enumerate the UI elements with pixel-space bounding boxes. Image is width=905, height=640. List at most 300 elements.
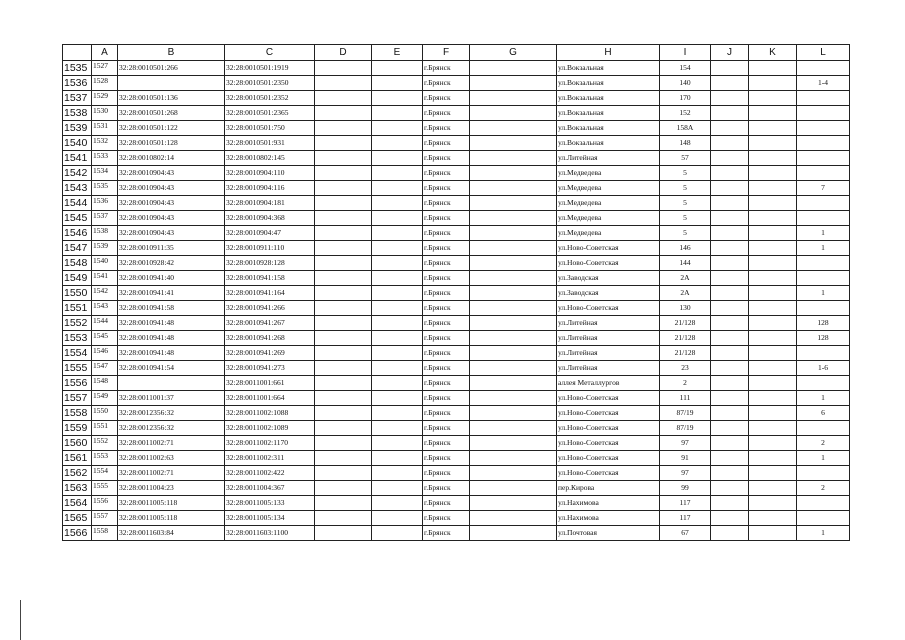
cell-d[interactable]	[315, 331, 372, 346]
cell-f[interactable]: г.Брянск	[423, 106, 470, 121]
cell-k[interactable]	[749, 226, 797, 241]
cell-l[interactable]	[797, 211, 850, 226]
cell-j[interactable]	[711, 271, 749, 286]
cell-a[interactable]: 1539	[92, 241, 118, 256]
cell-l[interactable]	[797, 121, 850, 136]
cell-f[interactable]: г.Брянск	[423, 406, 470, 421]
cell-h[interactable]: ул.Литейная	[557, 361, 660, 376]
row-number[interactable]: 1563	[63, 481, 92, 496]
cell-i[interactable]: 91	[660, 451, 711, 466]
cell-i[interactable]: 154	[660, 61, 711, 76]
cell-b[interactable]: 32:28:0010941:41	[118, 286, 225, 301]
cell-c[interactable]: 32:28:0010941:164	[225, 286, 315, 301]
cell-h[interactable]: ул.Заводская	[557, 286, 660, 301]
cell-f[interactable]: г.Брянск	[423, 286, 470, 301]
cell-a[interactable]: 1535	[92, 181, 118, 196]
cell-l[interactable]	[797, 466, 850, 481]
cell-l[interactable]	[797, 376, 850, 391]
cell-i[interactable]: 5	[660, 196, 711, 211]
cell-j[interactable]	[711, 376, 749, 391]
cell-g[interactable]	[470, 376, 557, 391]
cell-g[interactable]	[470, 331, 557, 346]
cell-b[interactable]: 32:28:0010501:266	[118, 61, 225, 76]
cell-g[interactable]	[470, 406, 557, 421]
cell-k[interactable]	[749, 496, 797, 511]
cell-c[interactable]: 32:28:0011001:661	[225, 376, 315, 391]
cell-d[interactable]	[315, 271, 372, 286]
cell-b[interactable]: 32:28:0011001:37	[118, 391, 225, 406]
cell-f[interactable]: г.Брянск	[423, 151, 470, 166]
cell-j[interactable]	[711, 346, 749, 361]
cell-g[interactable]	[470, 136, 557, 151]
cell-g[interactable]	[470, 361, 557, 376]
row-number[interactable]: 1538	[63, 106, 92, 121]
cell-d[interactable]	[315, 391, 372, 406]
cell-a[interactable]: 1550	[92, 406, 118, 421]
row-number[interactable]: 1560	[63, 436, 92, 451]
cell-i[interactable]: 23	[660, 361, 711, 376]
cell-h[interactable]: ул.Ново-Советская	[557, 421, 660, 436]
cell-i[interactable]: 158А	[660, 121, 711, 136]
cell-e[interactable]	[372, 151, 423, 166]
row-number[interactable]: 1545	[63, 211, 92, 226]
cell-e[interactable]	[372, 451, 423, 466]
cell-i[interactable]: 5	[660, 211, 711, 226]
cell-a[interactable]: 1554	[92, 466, 118, 481]
cell-k[interactable]	[749, 181, 797, 196]
cell-l[interactable]: 2	[797, 481, 850, 496]
cell-d[interactable]	[315, 76, 372, 91]
cell-g[interactable]	[470, 346, 557, 361]
cell-h[interactable]: ул.Вокзальная	[557, 61, 660, 76]
cell-i[interactable]: 87/19	[660, 421, 711, 436]
cell-k[interactable]	[749, 136, 797, 151]
cell-h[interactable]: ул.Медведева	[557, 211, 660, 226]
cell-l[interactable]	[797, 271, 850, 286]
cell-g[interactable]	[470, 196, 557, 211]
cell-j[interactable]	[711, 151, 749, 166]
row-number[interactable]: 1556	[63, 376, 92, 391]
cell-j[interactable]	[711, 526, 749, 541]
cell-l[interactable]	[797, 496, 850, 511]
cell-f[interactable]: г.Брянск	[423, 361, 470, 376]
cell-a[interactable]: 1546	[92, 346, 118, 361]
cell-h[interactable]: ул.Медведева	[557, 181, 660, 196]
cell-c[interactable]: 32:28:0010904:47	[225, 226, 315, 241]
cell-d[interactable]	[315, 241, 372, 256]
cell-a[interactable]: 1547	[92, 361, 118, 376]
cell-a[interactable]: 1545	[92, 331, 118, 346]
cell-l[interactable]: 1-4	[797, 76, 850, 91]
cell-a[interactable]: 1533	[92, 151, 118, 166]
cell-h[interactable]: ул.Литейная	[557, 346, 660, 361]
cell-b[interactable]: 32:28:0011002:63	[118, 451, 225, 466]
cell-h[interactable]: ул.Вокзальная	[557, 106, 660, 121]
cell-b[interactable]: 32:28:0010928:42	[118, 256, 225, 271]
cell-l[interactable]: 1	[797, 391, 850, 406]
cell-k[interactable]	[749, 196, 797, 211]
cell-l[interactable]	[797, 136, 850, 151]
cell-l[interactable]	[797, 421, 850, 436]
cell-b[interactable]: 32:28:0011603:84	[118, 526, 225, 541]
cell-a[interactable]: 1553	[92, 451, 118, 466]
cell-l[interactable]: 2	[797, 436, 850, 451]
cell-j[interactable]	[711, 76, 749, 91]
cell-f[interactable]: г.Брянск	[423, 511, 470, 526]
cell-c[interactable]: 32:28:0010501:2365	[225, 106, 315, 121]
cell-b[interactable]: 32:28:0012356:32	[118, 406, 225, 421]
cell-c[interactable]: 32:28:0010928:128	[225, 256, 315, 271]
cell-j[interactable]	[711, 121, 749, 136]
cell-l[interactable]	[797, 166, 850, 181]
cell-d[interactable]	[315, 496, 372, 511]
cell-i[interactable]: 2	[660, 376, 711, 391]
row-number[interactable]: 1549	[63, 271, 92, 286]
cell-d[interactable]	[315, 466, 372, 481]
cell-l[interactable]	[797, 91, 850, 106]
cell-g[interactable]	[470, 466, 557, 481]
cell-j[interactable]	[711, 466, 749, 481]
cell-j[interactable]	[711, 226, 749, 241]
cell-i[interactable]: 117	[660, 511, 711, 526]
cell-j[interactable]	[711, 166, 749, 181]
cell-h[interactable]: ул.Ново-Советская	[557, 301, 660, 316]
cell-c[interactable]: 32:28:0011002:311	[225, 451, 315, 466]
cell-c[interactable]: 32:28:0010904:368	[225, 211, 315, 226]
cell-g[interactable]	[470, 91, 557, 106]
cell-k[interactable]	[749, 406, 797, 421]
cell-c[interactable]: 32:28:0010904:116	[225, 181, 315, 196]
cell-c[interactable]: 32:28:0010904:181	[225, 196, 315, 211]
cell-f[interactable]: г.Брянск	[423, 241, 470, 256]
cell-d[interactable]	[315, 106, 372, 121]
cell-i[interactable]: 21/128	[660, 331, 711, 346]
cell-j[interactable]	[711, 136, 749, 151]
cell-k[interactable]	[749, 211, 797, 226]
cell-e[interactable]	[372, 526, 423, 541]
cell-e[interactable]	[372, 361, 423, 376]
row-number[interactable]: 1541	[63, 151, 92, 166]
cell-b[interactable]: 32:28:0010941:48	[118, 346, 225, 361]
cell-k[interactable]	[749, 451, 797, 466]
row-number[interactable]: 1552	[63, 316, 92, 331]
cell-h[interactable]: ул.Нахимова	[557, 496, 660, 511]
cell-f[interactable]: г.Брянск	[423, 121, 470, 136]
cell-k[interactable]	[749, 241, 797, 256]
cell-j[interactable]	[711, 331, 749, 346]
cell-g[interactable]	[470, 271, 557, 286]
cell-i[interactable]: 97	[660, 466, 711, 481]
cell-a[interactable]: 1534	[92, 166, 118, 181]
row-number[interactable]: 1564	[63, 496, 92, 511]
row-number[interactable]: 1559	[63, 421, 92, 436]
cell-a[interactable]: 1530	[92, 106, 118, 121]
cell-e[interactable]	[372, 241, 423, 256]
cell-d[interactable]	[315, 151, 372, 166]
cell-e[interactable]	[372, 121, 423, 136]
cell-d[interactable]	[315, 316, 372, 331]
cell-k[interactable]	[749, 271, 797, 286]
cell-a[interactable]: 1538	[92, 226, 118, 241]
cell-i[interactable]: 97	[660, 436, 711, 451]
cell-j[interactable]	[711, 421, 749, 436]
cell-k[interactable]	[749, 106, 797, 121]
row-number[interactable]: 1550	[63, 286, 92, 301]
cell-c[interactable]: 32:28:0010941:266	[225, 301, 315, 316]
cell-i[interactable]: 148	[660, 136, 711, 151]
cell-i[interactable]: 5	[660, 181, 711, 196]
cell-d[interactable]	[315, 91, 372, 106]
cell-i[interactable]: 117	[660, 496, 711, 511]
cell-h[interactable]: ул.Медведева	[557, 166, 660, 181]
cell-b[interactable]: 32:28:0010501:136	[118, 91, 225, 106]
cell-f[interactable]: г.Брянск	[423, 346, 470, 361]
cell-h[interactable]: ул.Литейная	[557, 151, 660, 166]
cell-i[interactable]: 67	[660, 526, 711, 541]
row-number[interactable]: 1566	[63, 526, 92, 541]
cell-h[interactable]: ул.Ново-Советская	[557, 241, 660, 256]
cell-c[interactable]: 32:28:0011002:1170	[225, 436, 315, 451]
cell-i[interactable]: 2А	[660, 271, 711, 286]
cell-h[interactable]: ул.Почтовая	[557, 526, 660, 541]
cell-i[interactable]: 21/128	[660, 316, 711, 331]
cell-k[interactable]	[749, 481, 797, 496]
cell-i[interactable]: 152	[660, 106, 711, 121]
cell-c[interactable]: 32:28:0010501:2350	[225, 76, 315, 91]
cell-f[interactable]: г.Брянск	[423, 76, 470, 91]
cell-f[interactable]: г.Брянск	[423, 526, 470, 541]
cell-d[interactable]	[315, 511, 372, 526]
cell-g[interactable]	[470, 151, 557, 166]
cell-k[interactable]	[749, 76, 797, 91]
cell-j[interactable]	[711, 391, 749, 406]
cell-d[interactable]	[315, 421, 372, 436]
cell-a[interactable]: 1551	[92, 421, 118, 436]
cell-i[interactable]: 146	[660, 241, 711, 256]
cell-f[interactable]: г.Брянск	[423, 181, 470, 196]
row-number[interactable]: 1544	[63, 196, 92, 211]
cell-d[interactable]	[315, 211, 372, 226]
cell-f[interactable]: г.Брянск	[423, 211, 470, 226]
cell-f[interactable]: г.Брянск	[423, 256, 470, 271]
cell-j[interactable]	[711, 316, 749, 331]
cell-c[interactable]: 32:28:0010501:1919	[225, 61, 315, 76]
cell-l[interactable]	[797, 61, 850, 76]
cell-h[interactable]: ул.Ново-Советская	[557, 406, 660, 421]
row-number[interactable]: 1555	[63, 361, 92, 376]
cell-f[interactable]: г.Брянск	[423, 496, 470, 511]
cell-h[interactable]: ул.Медведева	[557, 196, 660, 211]
cell-d[interactable]	[315, 121, 372, 136]
cell-d[interactable]	[315, 136, 372, 151]
cell-g[interactable]	[470, 211, 557, 226]
cell-h[interactable]: ул.Ново-Советская	[557, 466, 660, 481]
cell-c[interactable]: 32:28:0011001:664	[225, 391, 315, 406]
cell-e[interactable]	[372, 256, 423, 271]
cell-a[interactable]: 1532	[92, 136, 118, 151]
cell-f[interactable]: г.Брянск	[423, 91, 470, 106]
cell-d[interactable]	[315, 226, 372, 241]
row-number[interactable]: 1558	[63, 406, 92, 421]
cell-e[interactable]	[372, 421, 423, 436]
cell-j[interactable]	[711, 286, 749, 301]
cell-h[interactable]: ул.Вокзальная	[557, 121, 660, 136]
cell-a[interactable]: 1527	[92, 61, 118, 76]
cell-e[interactable]	[372, 466, 423, 481]
cell-e[interactable]	[372, 166, 423, 181]
cell-l[interactable]	[797, 151, 850, 166]
cell-a[interactable]: 1558	[92, 526, 118, 541]
cell-a[interactable]: 1540	[92, 256, 118, 271]
cell-d[interactable]	[315, 436, 372, 451]
cell-e[interactable]	[372, 331, 423, 346]
cell-b[interactable]: 32:28:0010941:54	[118, 361, 225, 376]
cell-a[interactable]: 1555	[92, 481, 118, 496]
cell-i[interactable]: 130	[660, 301, 711, 316]
row-number[interactable]: 1536	[63, 76, 92, 91]
cell-d[interactable]	[315, 526, 372, 541]
cell-j[interactable]	[711, 91, 749, 106]
cell-e[interactable]	[372, 436, 423, 451]
cell-l[interactable]: 128	[797, 331, 850, 346]
cell-c[interactable]: 32:28:0010941:158	[225, 271, 315, 286]
cell-f[interactable]: г.Брянск	[423, 226, 470, 241]
cell-b[interactable]: 32:28:0010941:48	[118, 316, 225, 331]
cell-j[interactable]	[711, 406, 749, 421]
cell-b[interactable]: 32:28:0010904:43	[118, 211, 225, 226]
cell-l[interactable]: 1	[797, 286, 850, 301]
cell-l[interactable]: 128	[797, 316, 850, 331]
cell-k[interactable]	[749, 316, 797, 331]
cell-b[interactable]: 32:28:0010941:48	[118, 331, 225, 346]
cell-c[interactable]: 32:28:0011002:1089	[225, 421, 315, 436]
row-number[interactable]: 1551	[63, 301, 92, 316]
cell-k[interactable]	[749, 166, 797, 181]
cell-h[interactable]: ул.Ново-Советская	[557, 436, 660, 451]
cell-c[interactable]: 32:28:0011603:1100	[225, 526, 315, 541]
cell-k[interactable]	[749, 61, 797, 76]
cell-k[interactable]	[749, 286, 797, 301]
cell-h[interactable]: ул.Нахимова	[557, 511, 660, 526]
cell-j[interactable]	[711, 301, 749, 316]
cell-a[interactable]: 1536	[92, 196, 118, 211]
cell-c[interactable]: 32:28:0010911:110	[225, 241, 315, 256]
cell-c[interactable]: 32:28:0011005:133	[225, 496, 315, 511]
cell-c[interactable]: 32:28:0010904:110	[225, 166, 315, 181]
cell-c[interactable]: 32:28:0010941:267	[225, 316, 315, 331]
cell-c[interactable]: 32:28:0010802:145	[225, 151, 315, 166]
row-number[interactable]: 1565	[63, 511, 92, 526]
cell-b[interactable]: 32:28:0010904:43	[118, 196, 225, 211]
cell-e[interactable]	[372, 496, 423, 511]
cell-e[interactable]	[372, 481, 423, 496]
cell-b[interactable]: 32:28:0011005:118	[118, 496, 225, 511]
cell-f[interactable]: г.Брянск	[423, 331, 470, 346]
cell-e[interactable]	[372, 91, 423, 106]
cell-l[interactable]: 1	[797, 241, 850, 256]
cell-i[interactable]: 144	[660, 256, 711, 271]
cell-f[interactable]: г.Брянск	[423, 301, 470, 316]
cell-k[interactable]	[749, 376, 797, 391]
cell-l[interactable]: 7	[797, 181, 850, 196]
cell-a[interactable]: 1552	[92, 436, 118, 451]
row-number[interactable]: 1535	[63, 61, 92, 76]
row-number[interactable]: 1553	[63, 331, 92, 346]
cell-j[interactable]	[711, 481, 749, 496]
cell-b[interactable]: 32:28:0011005:118	[118, 511, 225, 526]
cell-f[interactable]: г.Брянск	[423, 391, 470, 406]
cell-k[interactable]	[749, 436, 797, 451]
row-number[interactable]: 1540	[63, 136, 92, 151]
row-number[interactable]: 1547	[63, 241, 92, 256]
cell-k[interactable]	[749, 361, 797, 376]
cell-a[interactable]: 1529	[92, 91, 118, 106]
cell-e[interactable]	[372, 286, 423, 301]
cell-e[interactable]	[372, 61, 423, 76]
cell-f[interactable]: г.Брянск	[423, 166, 470, 181]
cell-l[interactable]: 1	[797, 526, 850, 541]
cell-g[interactable]	[470, 496, 557, 511]
cell-e[interactable]	[372, 181, 423, 196]
cell-c[interactable]: 32:28:0010501:931	[225, 136, 315, 151]
cell-i[interactable]: 5	[660, 226, 711, 241]
cell-g[interactable]	[470, 61, 557, 76]
cell-g[interactable]	[470, 241, 557, 256]
cell-f[interactable]: г.Брянск	[423, 61, 470, 76]
cell-c[interactable]: 32:28:0010501:2352	[225, 91, 315, 106]
cell-a[interactable]: 1542	[92, 286, 118, 301]
cell-b[interactable]: 32:28:0010501:268	[118, 106, 225, 121]
cell-d[interactable]	[315, 166, 372, 181]
cell-a[interactable]: 1548	[92, 376, 118, 391]
cell-g[interactable]	[470, 316, 557, 331]
cell-f[interactable]: г.Брянск	[423, 316, 470, 331]
cell-j[interactable]	[711, 181, 749, 196]
row-number[interactable]: 1562	[63, 466, 92, 481]
cell-h[interactable]: ул.Литейная	[557, 316, 660, 331]
cell-d[interactable]	[315, 181, 372, 196]
cell-c[interactable]: 32:28:0011002:1088	[225, 406, 315, 421]
cell-d[interactable]	[315, 61, 372, 76]
cell-k[interactable]	[749, 256, 797, 271]
cell-a[interactable]: 1549	[92, 391, 118, 406]
cell-k[interactable]	[749, 421, 797, 436]
cell-h[interactable]: ул.Вокзальная	[557, 136, 660, 151]
cell-d[interactable]	[315, 376, 372, 391]
cell-k[interactable]	[749, 346, 797, 361]
cell-l[interactable]: 6	[797, 406, 850, 421]
cell-e[interactable]	[372, 271, 423, 286]
cell-d[interactable]	[315, 256, 372, 271]
cell-l[interactable]	[797, 346, 850, 361]
cell-g[interactable]	[470, 286, 557, 301]
cell-d[interactable]	[315, 481, 372, 496]
row-number[interactable]: 1557	[63, 391, 92, 406]
cell-e[interactable]	[372, 346, 423, 361]
cell-k[interactable]	[749, 301, 797, 316]
cell-g[interactable]	[470, 481, 557, 496]
cell-l[interactable]	[797, 511, 850, 526]
cell-i[interactable]: 111	[660, 391, 711, 406]
cell-j[interactable]	[711, 211, 749, 226]
cell-j[interactable]	[711, 436, 749, 451]
cell-k[interactable]	[749, 391, 797, 406]
row-number[interactable]: 1546	[63, 226, 92, 241]
cell-j[interactable]	[711, 256, 749, 271]
cell-d[interactable]	[315, 451, 372, 466]
cell-e[interactable]	[372, 226, 423, 241]
cell-g[interactable]	[470, 256, 557, 271]
